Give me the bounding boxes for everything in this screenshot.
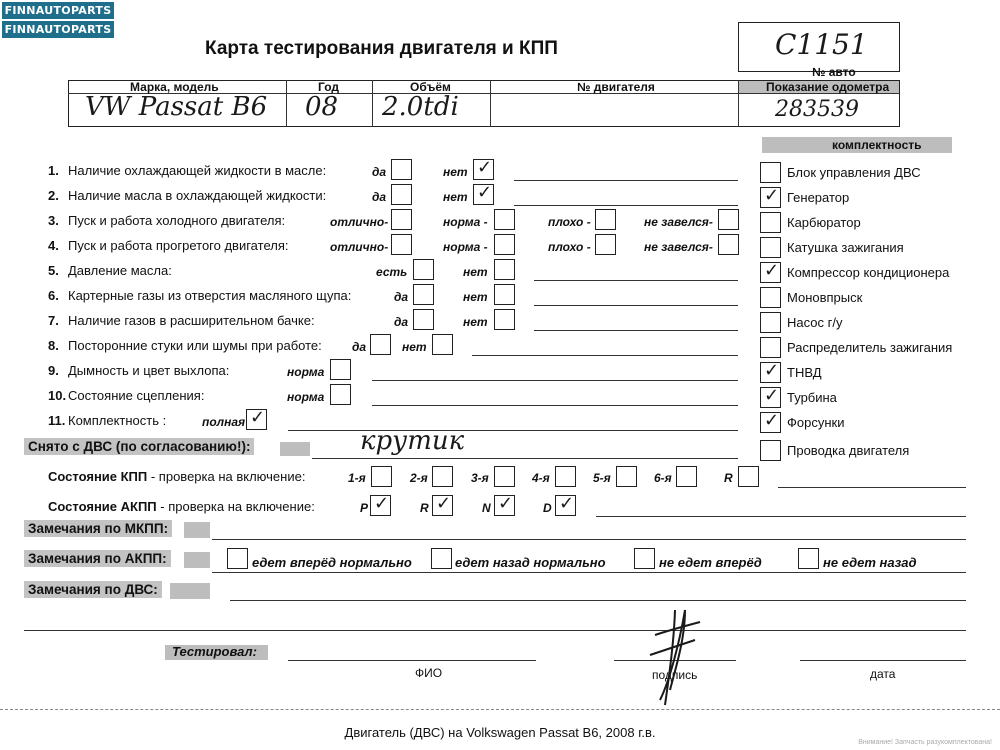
q11-num: 11. [48,413,66,428]
q7-text: Наличие газов в расширительном бачке: [68,313,315,328]
q4-text: Пуск и работа прогретого двигателя: [68,238,289,253]
q5-yes-checkbox[interactable] [413,259,434,280]
q10-num: 10. [48,388,67,403]
comp-turbo-label: Турбина [787,390,837,405]
q6-num: 6. [48,288,59,303]
q2-text: Наличие масла в охлаждающей жидкости: [68,188,327,203]
q4-bad-checkbox[interactable] [595,234,616,255]
q1-text: Наличие охлаждающей жидкости в масле: [68,163,327,178]
q11-check-mark: ✓ [250,407,266,428]
q5-no-checkbox[interactable] [494,259,515,280]
scan-line [0,709,1000,710]
signature-label: подпись [652,668,698,682]
kpp-gear-r-checkbox[interactable] [738,466,759,487]
q3-opt-excellent: отлично- [330,215,389,229]
col-engine-no: № двигателя [577,80,655,94]
q1-opt-yes: да [372,165,387,179]
q3-opt-not-started: не завелся- [644,215,713,229]
kpp-gear-3-label: 3-я [471,471,489,485]
q9-opt-normal: норма [287,365,325,379]
completeness-title: комплектность [832,138,922,152]
q11-text: Комплектность : [68,413,167,428]
q2-num: 2. [48,188,59,203]
q4-opt-normal: норма - [443,240,488,254]
remarks-dvs-label: Замечания по ДВС: [24,581,162,598]
comp-ignition-coil-label: Катушка зажигания [787,240,904,255]
caption: Двигатель (ДВС) на Volkswagen Passat B6, 2008 г.в. [344,725,656,740]
col-odometer: Показание одометра [766,80,890,94]
akpp-forward-ok-checkbox[interactable] [227,548,248,569]
removed-label: Снято с ДВС (по согласованию!): [24,438,254,455]
comp-distributor-label: Распределитель зажигания [787,340,953,355]
q3-excellent-checkbox[interactable] [391,209,412,230]
q3-opt-bad: плохо - [548,215,591,229]
comp-injectors-label: Форсунки [787,415,845,430]
comp-generator-check: ✓ [764,185,780,206]
comp-mono-injection-checkbox[interactable] [760,287,781,308]
q1-num: 1. [48,163,59,178]
q2-yes-checkbox[interactable] [391,184,412,205]
removed-value: крутик [360,426,465,456]
comp-ps-pump-label: Насос г/у [787,315,843,330]
q8-no-checkbox[interactable] [432,334,453,355]
signature [630,600,710,710]
q5-opt-no: нет [463,265,488,279]
comp-ecu-checkbox[interactable] [760,162,781,183]
akpp-r-label: R [420,501,429,515]
comp-wiring-label: Проводка двигателя [787,443,910,458]
comp-injectors-check: ✓ [764,410,780,431]
q9-text: Дымность и цвет выхлопа: [68,363,230,378]
q6-text: Картерные газы из отверстия масляного щупа: [68,288,352,303]
q3-not-started-checkbox[interactable] [718,209,739,230]
q1-opt-no: нет [443,165,468,179]
comp-carburetor-checkbox[interactable] [760,212,781,233]
q4-num: 4. [48,238,59,253]
q4-opt-bad: плохо - [548,240,591,254]
date-label: дата [870,667,896,681]
logo-top: FINNAUTOPARTS [2,2,114,19]
comp-mono-injection-label: Моновпрыск [787,290,863,305]
comp-carburetor-label: Карбюратор [787,215,861,230]
comp-wiring-checkbox[interactable] [760,440,781,461]
year-value: 08 [305,92,339,122]
remarks-mkpp-label: Замечания по МКПП: [24,520,172,537]
kpp-gear-4-checkbox[interactable] [555,466,576,487]
akpp-no-backward-label: не едет назад [823,555,917,570]
q11-opt-full: полная [202,415,246,429]
akpp-no-backward-checkbox[interactable] [798,548,819,569]
q2-opt-yes: да [372,190,387,204]
akpp-r-check: ✓ [436,493,452,514]
akpp-label: Состояние АКПП - проверка на включение: [48,499,315,514]
q4-opt-excellent: отлично- [330,240,389,254]
q4-not-started-checkbox[interactable] [718,234,739,255]
akpp-n-label: N [482,501,491,515]
q6-opt-yes: да [394,290,409,304]
comp-generator-label: Генератор [787,190,850,205]
comp-injection-pump-check: ✓ [764,360,780,381]
kpp-gear-1-checkbox[interactable] [371,466,392,487]
q10-text: Состояние сцепления: [68,388,205,403]
kpp-gear-5-checkbox[interactable] [616,466,637,487]
kpp-gear-2-label: 2-я [410,471,428,485]
q8-opt-no: нет [402,340,427,354]
q7-yes-checkbox[interactable] [413,309,434,330]
kpp-gear-6-label: 6-я [654,471,672,485]
kpp-gear-r-label: R [724,471,733,485]
q2-check-mark: ✓ [477,182,493,203]
q7-opt-yes: да [394,315,409,329]
q7-opt-no: нет [463,315,488,329]
col-volume: Объём [410,80,451,94]
q10-opt-normal: норма [287,390,325,404]
q4-opt-not-started: не завелся- [644,240,713,254]
q1-check-mark: ✓ [477,157,493,178]
col-year: Год [318,80,339,94]
q6-no-checkbox[interactable] [494,284,515,305]
kpp-gear-3-checkbox[interactable] [494,466,515,487]
comp-ac-compressor-check: ✓ [764,260,780,281]
q2-opt-no: нет [443,190,468,204]
q7-num: 7. [48,313,59,328]
q9-num: 9. [48,363,59,378]
comp-turbo-check: ✓ [764,385,780,406]
kpp-gear-1-label: 1-я [348,471,366,485]
akpp-backward-ok-checkbox[interactable] [431,548,452,569]
q7-no-checkbox[interactable] [494,309,515,330]
kpp-gear-5-label: 5-я [593,471,611,485]
comp-ecu-label: Блок управления ДВС [787,165,921,180]
q5-num: 5. [48,263,59,278]
q8-opt-yes: да [352,340,367,354]
car-number-label: № авто [812,65,856,79]
col-make: Марка, модель [130,80,219,94]
make-value: VW Passat B6 [85,92,268,122]
akpp-d-check: ✓ [559,493,575,514]
q3-normal-checkbox[interactable] [494,209,515,230]
q4-normal-checkbox[interactable] [494,234,515,255]
car-number-value: C1151 [775,28,868,61]
comp-ignition-coil-checkbox[interactable] [760,237,781,258]
q9-normal-checkbox[interactable] [330,359,351,380]
akpp-no-forward-label: не едет вперёд [659,555,762,570]
tested-label: Тестировал: [172,644,257,659]
q1-yes-checkbox[interactable] [391,159,412,180]
q5-text: Давление масла: [68,263,172,278]
odometer-value: 283539 [775,97,859,122]
q5-opt-yes: есть [376,265,408,279]
q3-text: Пуск и работа холодного двигателя: [68,213,286,228]
fio-label: ФИО [415,666,443,680]
akpp-p-label: P [360,501,369,515]
akpp-d-label: D [543,501,552,515]
q6-yes-checkbox[interactable] [413,284,434,305]
q3-bad-checkbox[interactable] [595,209,616,230]
kpp-gear-2-checkbox[interactable] [432,466,453,487]
akpp-n-check: ✓ [498,493,514,514]
q8-yes-checkbox[interactable] [370,334,391,355]
kpp-label: Состояние КПП - проверка на включение: [48,469,306,484]
q8-text: Посторонние стуки или шумы при работе: [68,338,322,353]
akpp-no-forward-checkbox[interactable] [634,548,655,569]
kpp-gear-6-checkbox[interactable] [676,466,697,487]
comp-injection-pump-label: ТНВД [787,365,822,380]
akpp-p-check: ✓ [374,493,390,514]
comp-distributor-checkbox[interactable] [760,337,781,358]
page-title: Карта тестирования двигателя и КПП [205,38,558,59]
watermark: Внимание! Запчасть разукомплектована! [858,739,992,746]
remarks-akpp-label: Замечания по АКПП: [24,550,171,567]
comp-ps-pump-checkbox[interactable] [760,312,781,333]
q4-excellent-checkbox[interactable] [391,234,412,255]
comp-ac-compressor-label: Компрессор кондиционера [787,265,950,280]
q8-num: 8. [48,338,59,353]
volume-value: 2.0tdi [382,92,459,122]
q3-opt-normal: норма - [443,215,488,229]
q6-opt-no: нет [463,290,488,304]
q10-normal-checkbox[interactable] [330,384,351,405]
akpp-backward-ok-label: едет назад нормально [455,555,606,570]
q3-num: 3. [48,213,59,228]
akpp-forward-ok-label: едет вперёд нормально [252,555,412,570]
kpp-gear-4-label: 4-я [532,471,550,485]
logo-bottom: FINNAUTOPARTS [2,21,114,38]
